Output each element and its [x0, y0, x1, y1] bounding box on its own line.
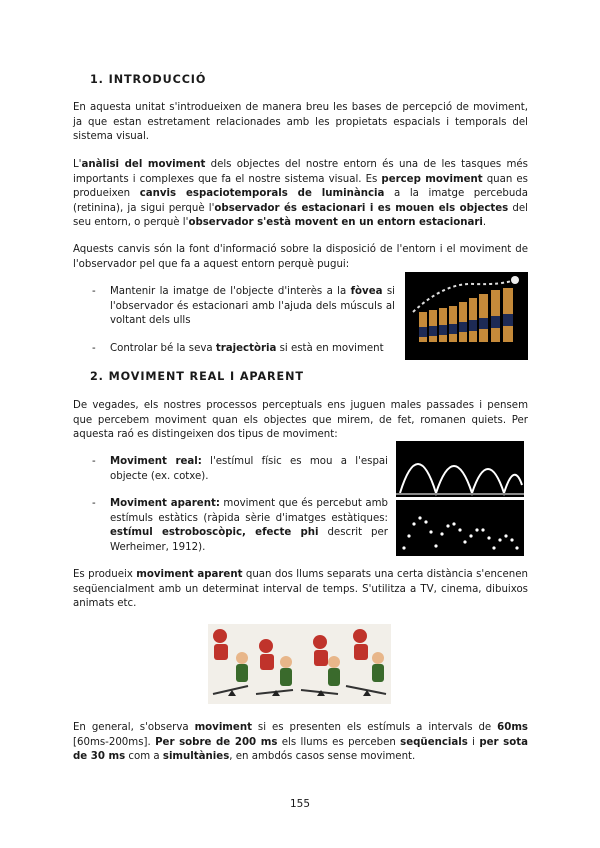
motion-analysis-paragraph: L'anàlisi del moviment dels objectes del nostre entorn és una de les tasques més importants i complexes que fa el nostre sistema visual. Es percep moviment quan es produeixen canvis espaciotemporals de luminància a la imatge percebuda (retinina), ja sigui perquè l'observador és estacionari i es mouen els objectes del seu entorn, o perquè l'observador s'està movent en un entorn estacionari. — [73, 159, 529, 228]
apparent-motion-paragraph: Es produeix moviment aparent quan dos llums separats una certa distància s'encenen seqüencialment amb un determinat interval de temps. S'utilitza a TV, cinema, dibuixos animats etc. — [73, 569, 528, 609]
bullet-trajectory: Controlar bé la seva trajectòria si està en moviment — [110, 343, 384, 354]
changes-paragraph: Aquests canvis són la font d'informació sobre la disposició de l'entorn i el moviment de l'observador pel que fa a aquest entorn perquè pugui: — [73, 244, 528, 270]
seesaw-animation-frames-image — [208, 624, 391, 704]
bullet-apparent-motion: Moviment aparent: moviment que és percebut amb estímuls estàtics (ràpida sèrie d'imatges estàtiques: estímul estroboscòpic, efecte phi descrit per Werheimer, 1912). — [110, 498, 388, 553]
perception-paragraph: De vegades, els nostres processos perceptuals ens juguen males passades i pensem que percebem moviment quan els objectes que mirem, de fet, romanen quiets. Per aquesta raó es distingeixen dos tipus de moviment: — [73, 400, 528, 440]
interval-paragraph: En general, s'observa moviment si es presenten els estímuls a intervals de 60ms [60ms-200ms]. Per sobre de 200 ms els llums es perceben seqüencials i per sota de 30 ms com a simultànies, en ambdós casos sense moviment. — [73, 722, 528, 762]
bullet-dash: - — [92, 456, 96, 467]
bouncing-ball-real-motion-image — [396, 441, 524, 497]
bullet-dash: - — [92, 343, 96, 354]
section-2-heading: 2. MOVIMENT REAL I APARENT — [90, 370, 304, 383]
page-number: 155 — [289, 798, 311, 810]
section-1-heading: 1. INTRODUCCIÓ — [90, 73, 207, 86]
athlete-motion-sequence-image — [405, 272, 528, 360]
intro-paragraph: En aquesta unitat s'introdueixen de manera breu les bases de percepció de moviment, ja que estan estretament relacionades amb les propietats espacials i temporals del sistema visual. — [73, 102, 528, 142]
bullet-fovea: Mantenir la imatge de l'objecte d'interès a la fòvea si l'observador és estacionari amb l'ajuda dels músculs al voltant dels ulls — [110, 286, 395, 326]
bullet-real-motion: Moviment real: l'estímul físic es mou a l'espai objecte (ex. cotxe). — [110, 456, 388, 482]
bullet-dash: - — [92, 498, 96, 509]
bullet-dash: - — [92, 286, 96, 297]
stroboscopic-dots-apparent-motion-image — [396, 500, 524, 556]
